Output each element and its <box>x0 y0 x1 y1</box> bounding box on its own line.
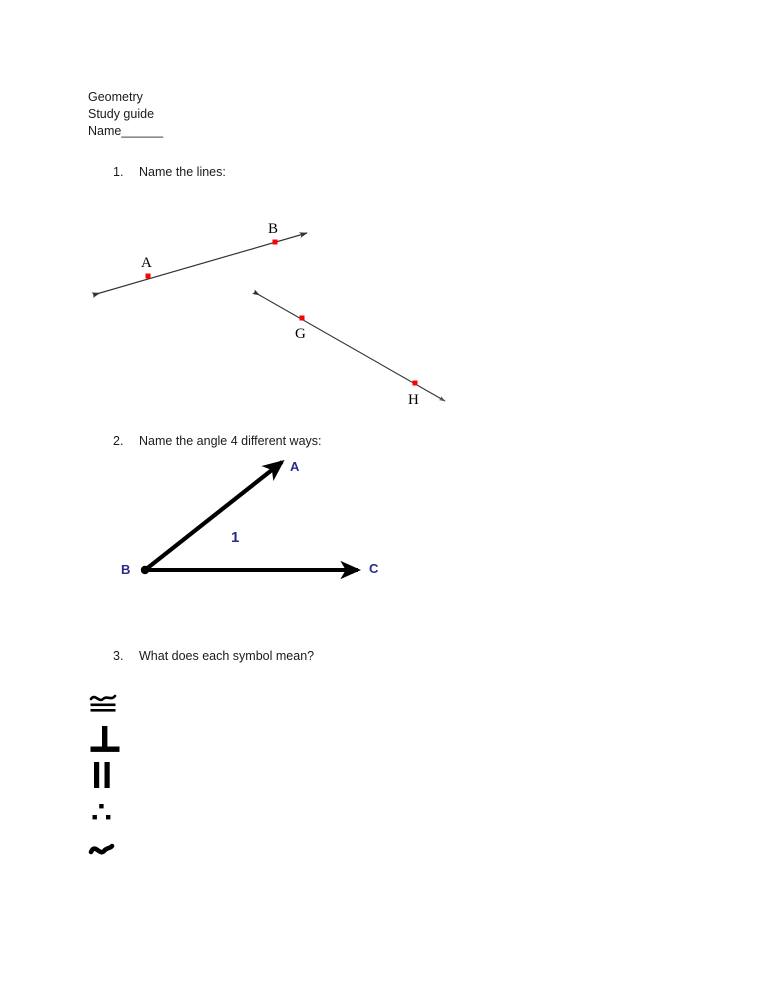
point-g-marker <box>300 316 305 321</box>
angle-label-a: A <box>290 459 300 474</box>
question-1-number: 1. <box>113 165 124 179</box>
symbol-row-congruent <box>88 686 148 720</box>
title-line-1: Geometry <box>88 90 143 104</box>
line-label-g: G <box>295 326 306 342</box>
lines-diagram-svg <box>80 215 480 420</box>
parallel-symbol <box>88 760 134 794</box>
ray-ba-stroke <box>145 462 282 570</box>
symbol-row-therefore <box>88 798 148 832</box>
question-3 <box>113 648 314 664</box>
question-2-number: 2. <box>113 434 124 448</box>
document-header <box>88 89 163 140</box>
symbol-row-perpendicular <box>88 724 148 758</box>
point-h-marker <box>413 381 418 386</box>
name-field: Name______ <box>88 124 164 138</box>
title-line-2: Study guide <box>88 107 155 121</box>
point-b-marker <box>273 240 278 245</box>
similar-symbol <box>88 836 134 870</box>
therefore-symbol <box>88 798 134 832</box>
question-3-number: 3. <box>113 649 124 663</box>
angle-label-b: B <box>121 562 131 577</box>
question-1-prompt: Name the lines: <box>139 165 226 179</box>
angle-diagram-svg <box>110 450 400 590</box>
vertex-b-dot <box>141 566 149 574</box>
question-1 <box>113 164 226 180</box>
symbol-row-similar <box>88 836 148 870</box>
question-3-prompt: What does each symbol mean? <box>139 649 315 663</box>
figure-lines <box>80 215 480 420</box>
symbol-row-parallel <box>88 760 148 794</box>
perpendicular-symbol <box>88 724 134 758</box>
question-2 <box>113 433 322 449</box>
angle-label-c: C <box>369 561 379 576</box>
question-2-prompt: Name the angle 4 different ways: <box>139 434 322 448</box>
line-label-h: H <box>408 392 419 408</box>
point-a-marker <box>146 274 151 279</box>
figure-angle <box>110 450 400 590</box>
congruent-symbol <box>88 686 134 720</box>
line-label-b: B <box>268 221 279 237</box>
angle-interior-label-1: 1 <box>231 529 240 546</box>
line-label-a: A <box>141 255 152 271</box>
